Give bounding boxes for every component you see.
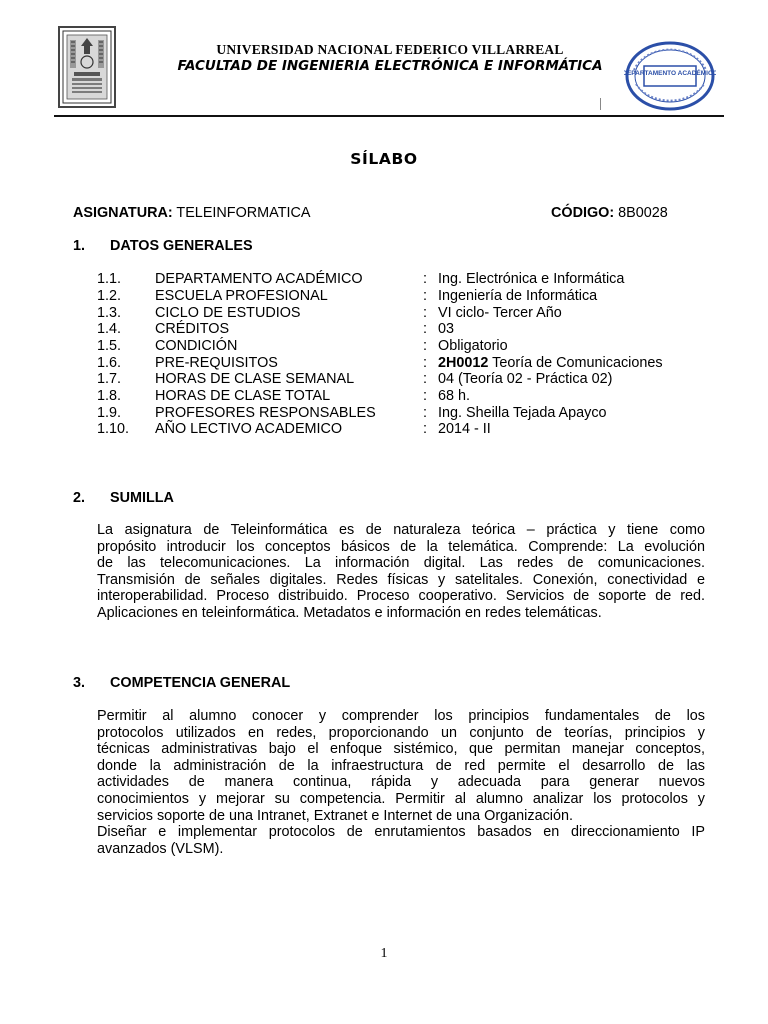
- paragraph-line: conocimientos y mejorar su competencia. Permitir al alumno analizar los protocolos y: [97, 790, 705, 807]
- header-divider-tick: [600, 98, 601, 110]
- paragraph-line: protocolos utilizados en redes, proporcionando un conjunto de teorías, principios y: [97, 724, 705, 741]
- row-number: 1.8.: [97, 388, 122, 404]
- paragraph-line: donde la administración de la infraestructura de red permite el desarrollo de las: [97, 757, 705, 774]
- row-colon: :: [423, 321, 427, 337]
- prereq-code: 2H0012: [438, 354, 489, 371]
- row-value: 2014 - II: [438, 421, 491, 437]
- page-number: 1: [380, 946, 388, 961]
- stamp-text: DEPARTAMENTO ACADÉMICO: [624, 70, 716, 77]
- code-value: 8B0028: [618, 205, 668, 221]
- row-value: Ingeniería de Informática: [438, 288, 598, 304]
- row-number: 1.7.: [97, 371, 122, 387]
- row-number: 1.3.: [97, 304, 122, 321]
- subject-label: ASIGNATURA:: [73, 205, 173, 221]
- row-number: 1.2.: [97, 288, 122, 304]
- department-stamp-logo: [624, 40, 716, 112]
- paragraph-line: de las telecomunicaciones. La información digital. Las redes de comunicaciones.: [97, 555, 705, 572]
- subject-value: TELEINFORMATICA: [176, 205, 311, 221]
- row-label: PROFESORES RESPONSABLES: [155, 404, 376, 421]
- row-value: Ing. Sheilla Tejada Apayco: [438, 404, 607, 421]
- row-colon: :: [423, 421, 427, 437]
- prereq-name: Teoría de Comunicaciones: [488, 354, 663, 371]
- paragraph-line: Aplicaciones en teleinformática. Metadatos e información en redes telemáticas.: [97, 604, 602, 621]
- row-label: DEPARTAMENTO ACADÉMICO: [155, 271, 363, 287]
- row-colon: :: [423, 371, 427, 387]
- row-number: 1.4.: [97, 321, 122, 337]
- row-number: 1.9.: [97, 404, 122, 421]
- row-value: [438, 355, 663, 372]
- paragraph-line: técnicas administrativas bajo el enfoque sistémico, que permitan manejar conceptos,: [97, 741, 705, 758]
- paragraph-line: actividades de manera continua, rápida y adecuada para generar nuevos: [97, 774, 705, 791]
- stamp-icon: [624, 40, 716, 112]
- document-title: SÍLABO: [350, 150, 418, 168]
- faculty-name: FACULTAD DE INGENIERIA ELECTRÓNICA E INFORMÁTICA: [177, 58, 603, 74]
- row-number: 1.5.: [97, 338, 122, 354]
- section-title-sumilla: SUMILLA: [110, 490, 174, 506]
- row-colon: :: [423, 304, 427, 321]
- university-crest-logo: [58, 26, 116, 108]
- row-label: HORAS DE CLASE SEMANAL: [155, 371, 355, 387]
- row-number: 1.6.: [97, 354, 122, 371]
- section-number-3: 3.: [73, 675, 86, 691]
- row-label: CICLO DE ESTUDIOS: [155, 304, 301, 321]
- crest-icon: [60, 28, 114, 106]
- section-number-2: 2.: [73, 490, 86, 506]
- row-number: 1.10.: [97, 421, 130, 437]
- paragraph-line: interoperabilidad. Proceso distribuido. Proceso cooperativo. Servicios de soporte de red.: [97, 588, 705, 605]
- row-colon: :: [423, 404, 427, 421]
- row-label: CONDICIÓN: [155, 338, 238, 354]
- row-label: CRÉDITOS: [155, 321, 230, 337]
- paragraph-line: avanzados (VLSM).: [97, 840, 224, 857]
- sumilla-paragraph: [97, 522, 705, 622]
- paragraph-line: Diseñar e implementar protocolos de enrutamientos basados en direccionamiento IP: [97, 824, 705, 841]
- header-rule: [54, 115, 724, 117]
- row-colon: :: [423, 288, 427, 304]
- code-label: CÓDIGO:: [551, 205, 615, 221]
- row-value: VI ciclo- Tercer Año: [438, 304, 562, 321]
- row-value: 68 h.: [438, 388, 471, 404]
- row-value: 04 (Teoría 02 - Práctica 02): [438, 371, 613, 387]
- row-label: PRE-REQUISITOS: [155, 354, 278, 371]
- row-value: Ing. Electrónica e Informática: [438, 271, 625, 287]
- subject-line: [73, 205, 310, 222]
- row-label: HORAS DE CLASE TOTAL: [155, 388, 331, 404]
- row-label: ESCUELA PROFESIONAL: [155, 288, 328, 304]
- code-line: [551, 205, 668, 222]
- paragraph-line: La asignatura de Teleinformática es de naturaleza teórica – práctica y tiene como: [97, 522, 705, 538]
- section-title-datos-generales: DATOS GENERALES: [110, 238, 253, 254]
- section-title-competencia-general: COMPETENCIA GENERAL: [110, 675, 291, 691]
- paragraph-line: servicios soporte de una Intranet, Extranet e Internet de una Organización.: [97, 807, 573, 824]
- paragraph-line: propósito introducir los conceptos básicos de la telemática. Comprende: La evolución: [97, 538, 705, 555]
- row-colon: :: [423, 388, 427, 404]
- row-colon: :: [423, 338, 427, 354]
- university-name: UNIVERSIDAD NACIONAL FEDERICO VILLARREAL: [216, 42, 564, 57]
- row-colon: :: [423, 354, 427, 371]
- paragraph-line: Permitir al alumno conocer y comprender los principios fundamentales de los: [97, 708, 705, 724]
- section-number-1: 1.: [73, 238, 86, 254]
- competencia-paragraph: [97, 708, 705, 857]
- row-number: 1.1.: [97, 271, 122, 287]
- paragraph-line: Transmisión de señales digitales. Redes físicas y satelitales. Conexión, conectividad e: [97, 571, 705, 588]
- row-colon: :: [423, 271, 427, 287]
- row-label: AÑO LECTIVO ACADEMICO: [155, 421, 343, 437]
- row-value: Obligatorio: [438, 338, 508, 354]
- row-value: 03: [438, 321, 455, 337]
